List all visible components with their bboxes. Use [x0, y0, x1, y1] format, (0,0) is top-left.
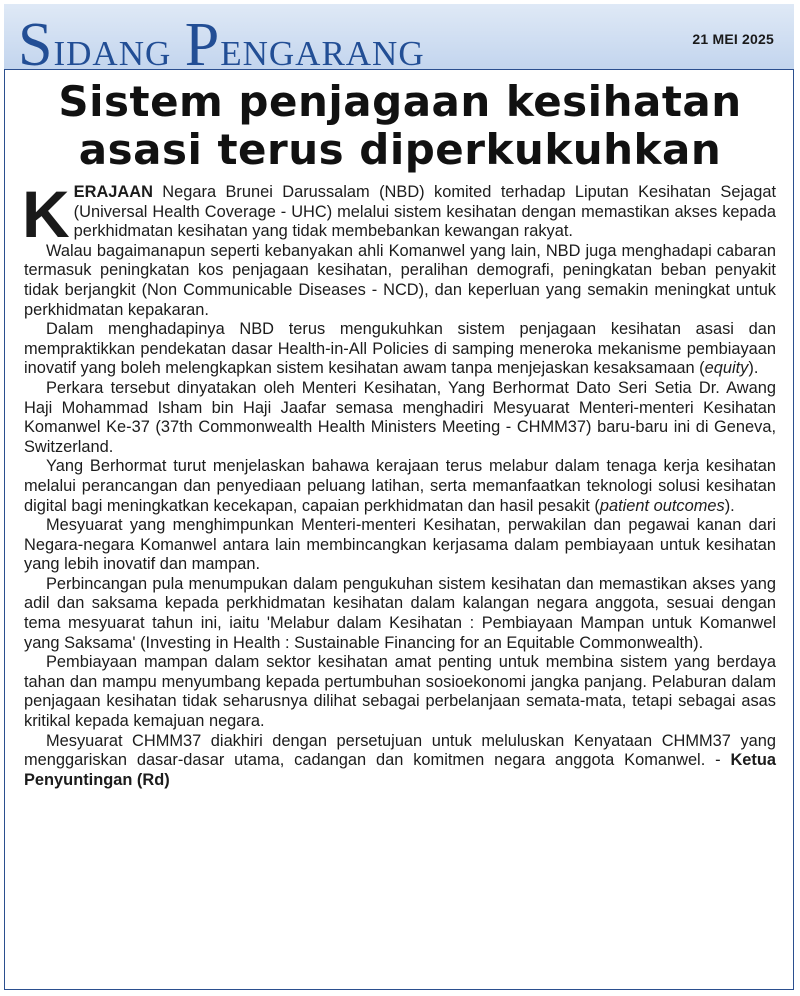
- article-body: [22, 177, 776, 790]
- publication-date: 21 MEI 2025: [692, 31, 774, 47]
- paragraph-4: Perkara tersebut dinyatakan oleh Menteri Kesihatan, Yang Berhormat Dato Seri Setia Dr. Awang Haji Mohammad Isham bin Haji Jaafar semasa menghadiri Mesyuarat Menteri-menteri Kesihatan Komanwel Ke-37 (37th Commonwealth Health Ministers Meeting - CHMM37) baru-baru ini di Geneva, Switzerland.: [24, 378, 776, 456]
- drop-cap: K: [22, 177, 70, 251]
- headline-line-2: asasi terus diperkukuhkan: [78, 125, 722, 174]
- headline-line-1: Sistem penjagaan kesihatan: [58, 77, 742, 126]
- paragraph-6: Mesyuarat yang menghimpunkan Menteri-menteri Kesihatan, perwakilan dan pegawai kanan dari Negara-negara Komanwel antara lain membincangkan kerjasama dalam pembiayaan untuk kesihatan yang lebih inovatif dan mampan.: [24, 516, 776, 574]
- headline: [14, 78, 786, 174]
- paragraph-3-text-b: ).: [748, 359, 759, 378]
- paragraph-9: [24, 732, 776, 791]
- paragraph-5-text-b: ).: [724, 496, 735, 515]
- paragraph-5-text-a: Yang Berhormat turut menjelaskan bahawa kerajaan terus melabur dalam tenaga kerja kesihatan melalui perancangan dan penyediaan peluang latihan, serta memanfaatkan teknologi solusi kesihatan digital bagi meningkatkan kecekapan, capaian perkhidmatan dan hasil pesakit (: [24, 457, 776, 515]
- paragraph-2: Walau bagaimanapun seperti kebanyakan ahli Komanwel yang lain, NBD juga menghadapi cabaran termasuk peningkatan kos penjagaan kesihatan, peralihan demografi, peningkatan beban penyakit tidak berjangkit (Non Communicable Diseases - NCD), dan keperluan yang semakin meningkat untuk perkhidmatan kepakaran.: [24, 241, 776, 319]
- paragraph-3-text-a: Dalam menghadapinya NBD terus mengukuhkan sistem penjagaan kesihatan asasi dan mempraktikkan pendekatan dasar Health-in-All Policies di samping meneroka mekanisme pembiayaan inovatif yang boleh melengkapkan sistem kesihatan awam tanpa menjejaskan kesaksamaan (: [24, 320, 776, 378]
- lead-word: ERAJAAN: [73, 183, 153, 201]
- paragraph-5: [24, 457, 776, 516]
- section-title: [18, 11, 425, 79]
- paragraph-9-text: Mesyuarat CHMM37 diakhiri dengan persetujuan untuk meluluskan Kenyataan CHMM37 yang menggariskan dasar-dasar utama, cadangan dan komitmen negara anggota Komanwel. -: [24, 731, 776, 770]
- section-title-part-1: idang: [53, 20, 185, 76]
- paragraph-5-italic: patient outcomes: [599, 496, 725, 515]
- section-title-part-2: engarang: [220, 20, 425, 76]
- paragraph-1: [22, 177, 776, 251]
- paragraph-8: Pembiayaan mampan dalam sektor kesihatan amat penting untuk membina sistem yang berdaya tahan dan mampu menyumbang kepada pertumbuhan sosioekonomi jangka panjang. Pelaburan dalam penjagaan kesihatan tidak seharusnya dilihat sebagai perbelanjaan semata-mata, tetapi sebagai asas kritikal kepada kemajuan negara.: [24, 653, 776, 731]
- masthead: [4, 4, 794, 79]
- section-title-initial-1: S: [18, 11, 54, 79]
- byline: Ketua Penyuntingan (Rd): [24, 751, 776, 789]
- paragraph-3: [24, 320, 776, 379]
- paragraph-7: Perbincangan pula menumpukan dalam pengukuhan sistem kesihatan dan memastikan akses yang adil dan saksama kepada perkhidmatan kesihatan dalam kalangan negara anggota, sesuai dengan tema mesyuarat tahun ini, iaitu 'Melabur dalam Kesihatan : Pembiayaan Mampan untuk Komanwel yang Saksama' (Investing in Health : Sustainable Financing for an Equitable Commonwealth).: [24, 574, 776, 652]
- paragraph-3-italic: equity: [704, 359, 749, 378]
- paragraph-1-text: Negara Brunei Darussalam (NBD) komited terhadap Liputan Kesihatan Sejagat (Universal Health Coverage - UHC) melalui sistem kesihatan dengan memastikan akses kepada perkhidmatan kesihatan yang tidak membebankan kewangan rakyat.: [73, 183, 776, 241]
- section-title-initial-2: P: [184, 11, 221, 79]
